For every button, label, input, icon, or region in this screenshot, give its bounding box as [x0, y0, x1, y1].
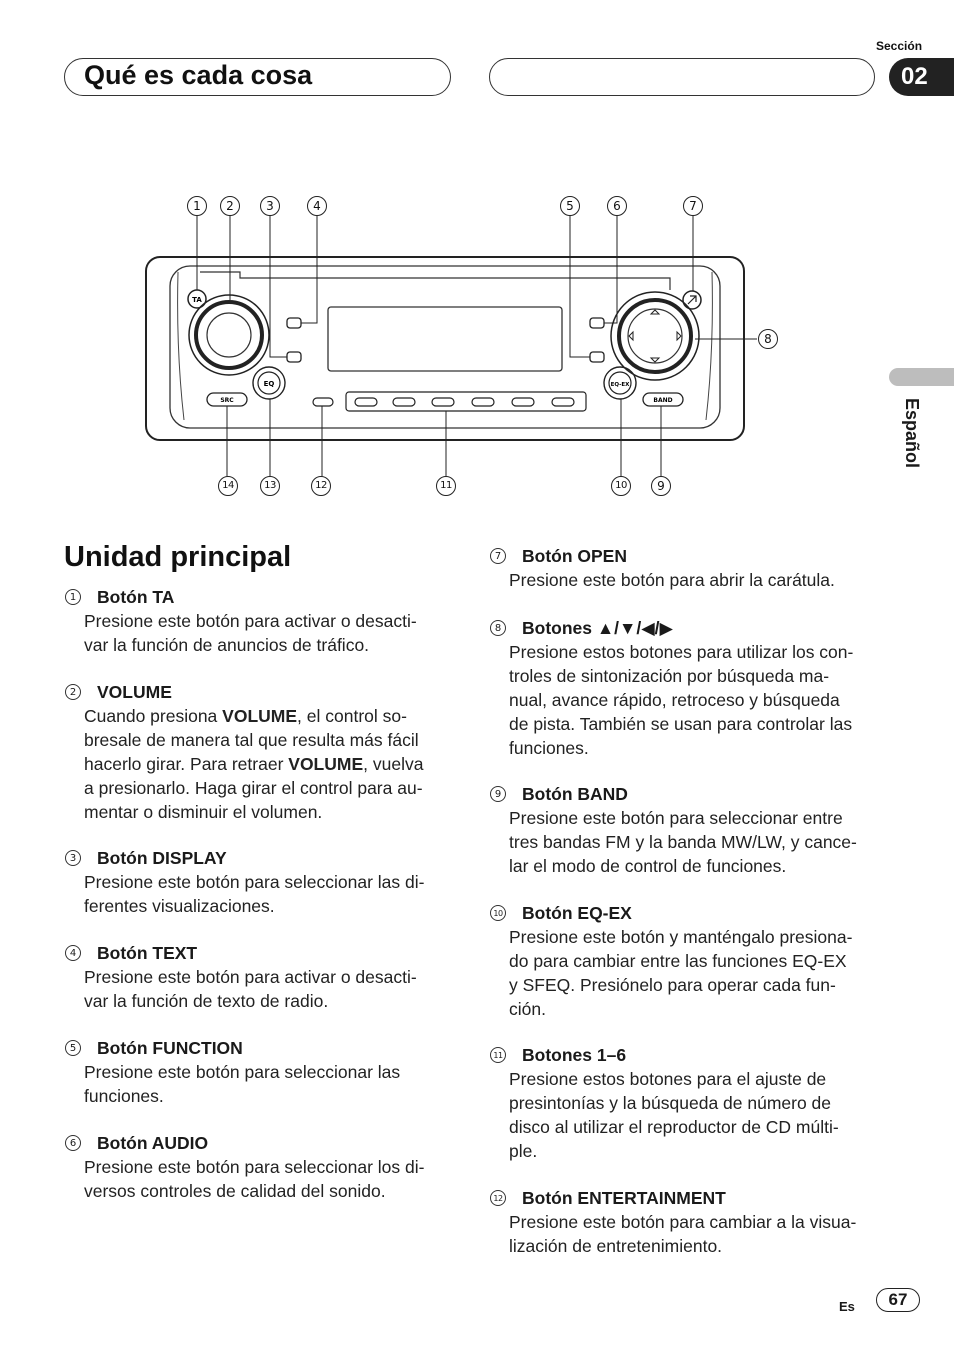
list-item	[490, 1186, 870, 1258]
item-title: Botón FUNCTION	[97, 1038, 243, 1058]
callout-3: 3	[260, 196, 280, 216]
ta-button-label: TA	[192, 296, 202, 304]
callout-10: 10	[611, 476, 631, 496]
item-title: Botón AUDIO	[97, 1133, 209, 1153]
language-label: Español	[902, 398, 922, 469]
callout-5: 5	[560, 196, 580, 216]
list-item	[65, 941, 445, 1013]
item-number: 2	[65, 684, 81, 700]
item-body: Presione este botón para activar o desacti- var la función de anuncios de tráfico.	[84, 611, 417, 655]
item-body: Presione estos botones para utilizar los con- troles de sintonización por búsqueda ma- nual, avance rápido, retroceso y búsqueda de pista. También se usan para controlar las funciones.	[509, 642, 854, 758]
item-number: 7	[490, 548, 506, 564]
eqex-button-label: EQ-EX	[610, 382, 630, 388]
eq-button-label: EQ	[263, 380, 275, 388]
callout-4: 4	[307, 196, 327, 216]
page-title: Qué es cada cosa	[84, 60, 313, 90]
list-item	[65, 1036, 445, 1108]
item-body: Presione este botón para seleccionar entre tres bandas FM y la banda MW/LW, y cance- lar el modo de control de funciones.	[509, 808, 857, 876]
section-heading: Unidad principal	[64, 541, 292, 573]
item-body: Presione este botón para seleccionar las funciones.	[84, 1062, 401, 1106]
section-label: Sección	[876, 39, 923, 53]
item-number: 12	[490, 1190, 506, 1206]
item-body: Presione este botón para cambiar a la visua- lización de entretenimiento.	[509, 1212, 857, 1256]
item-number: 5	[65, 1040, 81, 1056]
page-number: 67	[876, 1288, 920, 1312]
item-body: Presione este botón para activar o desacti- var la función de texto de radio.	[84, 967, 417, 1011]
item-number: 10	[490, 905, 506, 921]
item-title: VOLUME	[97, 682, 172, 702]
header-blank-frame	[489, 58, 875, 96]
item-title: Botones ▲/▼/◀/▶	[522, 618, 674, 638]
item-body: Cuando presiona VOLUME, el control so- bresale de manera tal que resulta más fácil hacerlo girar. Para retraer VOLUME, vuelva a presionarlo. Haga girar el control para au- mentar o disminuir el volumen.	[84, 706, 424, 822]
callout-1: 1	[187, 196, 207, 216]
item-number: 9	[490, 786, 506, 802]
callout-8: 8	[758, 329, 778, 349]
item-title: Botón TA	[97, 587, 175, 607]
head-unit-illustration	[140, 190, 780, 500]
item-number: 11	[490, 1047, 506, 1063]
item-body: Presione estos botones para el ajuste de presintonías y la búsqueda de número de disco al utilizar el reproductor de CD múlti- ple.	[509, 1069, 839, 1161]
src-button-label: SRC	[220, 397, 234, 404]
callout-14: 14	[218, 476, 238, 496]
list-item	[490, 782, 870, 878]
item-body: Presione este botón para seleccionar los di- versos controles de calidad del sonido.	[84, 1157, 425, 1201]
callout-6: 6	[607, 196, 627, 216]
band-button-label: BAND	[653, 397, 673, 404]
footer-language-code: Es	[839, 1299, 855, 1314]
item-number: 4	[65, 945, 81, 961]
item-title: Botón BAND	[522, 784, 628, 804]
list-item	[65, 846, 445, 918]
item-number: 6	[65, 1135, 81, 1151]
item-title: Botón EQ-EX	[522, 903, 632, 923]
item-title: Botón DISPLAY	[97, 848, 227, 868]
list-item	[65, 585, 445, 657]
callout-13: 13	[260, 476, 280, 496]
callout-7: 7	[683, 196, 703, 216]
item-title: Botón OPEN	[522, 546, 627, 566]
item-body: Presione este botón y manténgalo presiona- do para cambiar entre las funciones EQ-EX y SFEQ. Presiónelo para operar cada fun- ción.	[509, 927, 853, 1019]
item-number: 1	[65, 589, 81, 605]
callout-11: 11	[436, 476, 456, 496]
item-title: Botón ENTERTAINMENT	[522, 1188, 726, 1208]
head-unit-diagram	[140, 190, 780, 500]
item-number: 8	[490, 620, 506, 636]
list-item	[490, 544, 870, 592]
item-body: Presione este botón para abrir la carátula.	[509, 570, 835, 590]
list-item	[65, 1131, 445, 1203]
item-title: Botones 1–6	[522, 1045, 627, 1065]
list-item	[490, 1043, 870, 1163]
item-number: 3	[65, 850, 81, 866]
list-item	[490, 616, 870, 760]
item-body: Presione este botón para seleccionar las di- ferentes visualizaciones.	[84, 872, 425, 916]
callout-12: 12	[311, 476, 331, 496]
item-title: Botón TEXT	[97, 943, 198, 963]
callout-9: 9	[651, 476, 671, 496]
list-item	[490, 901, 870, 1021]
callout-2: 2	[220, 196, 240, 216]
language-tab	[889, 368, 954, 386]
list-item	[65, 680, 445, 824]
section-badge: 02	[889, 58, 954, 96]
